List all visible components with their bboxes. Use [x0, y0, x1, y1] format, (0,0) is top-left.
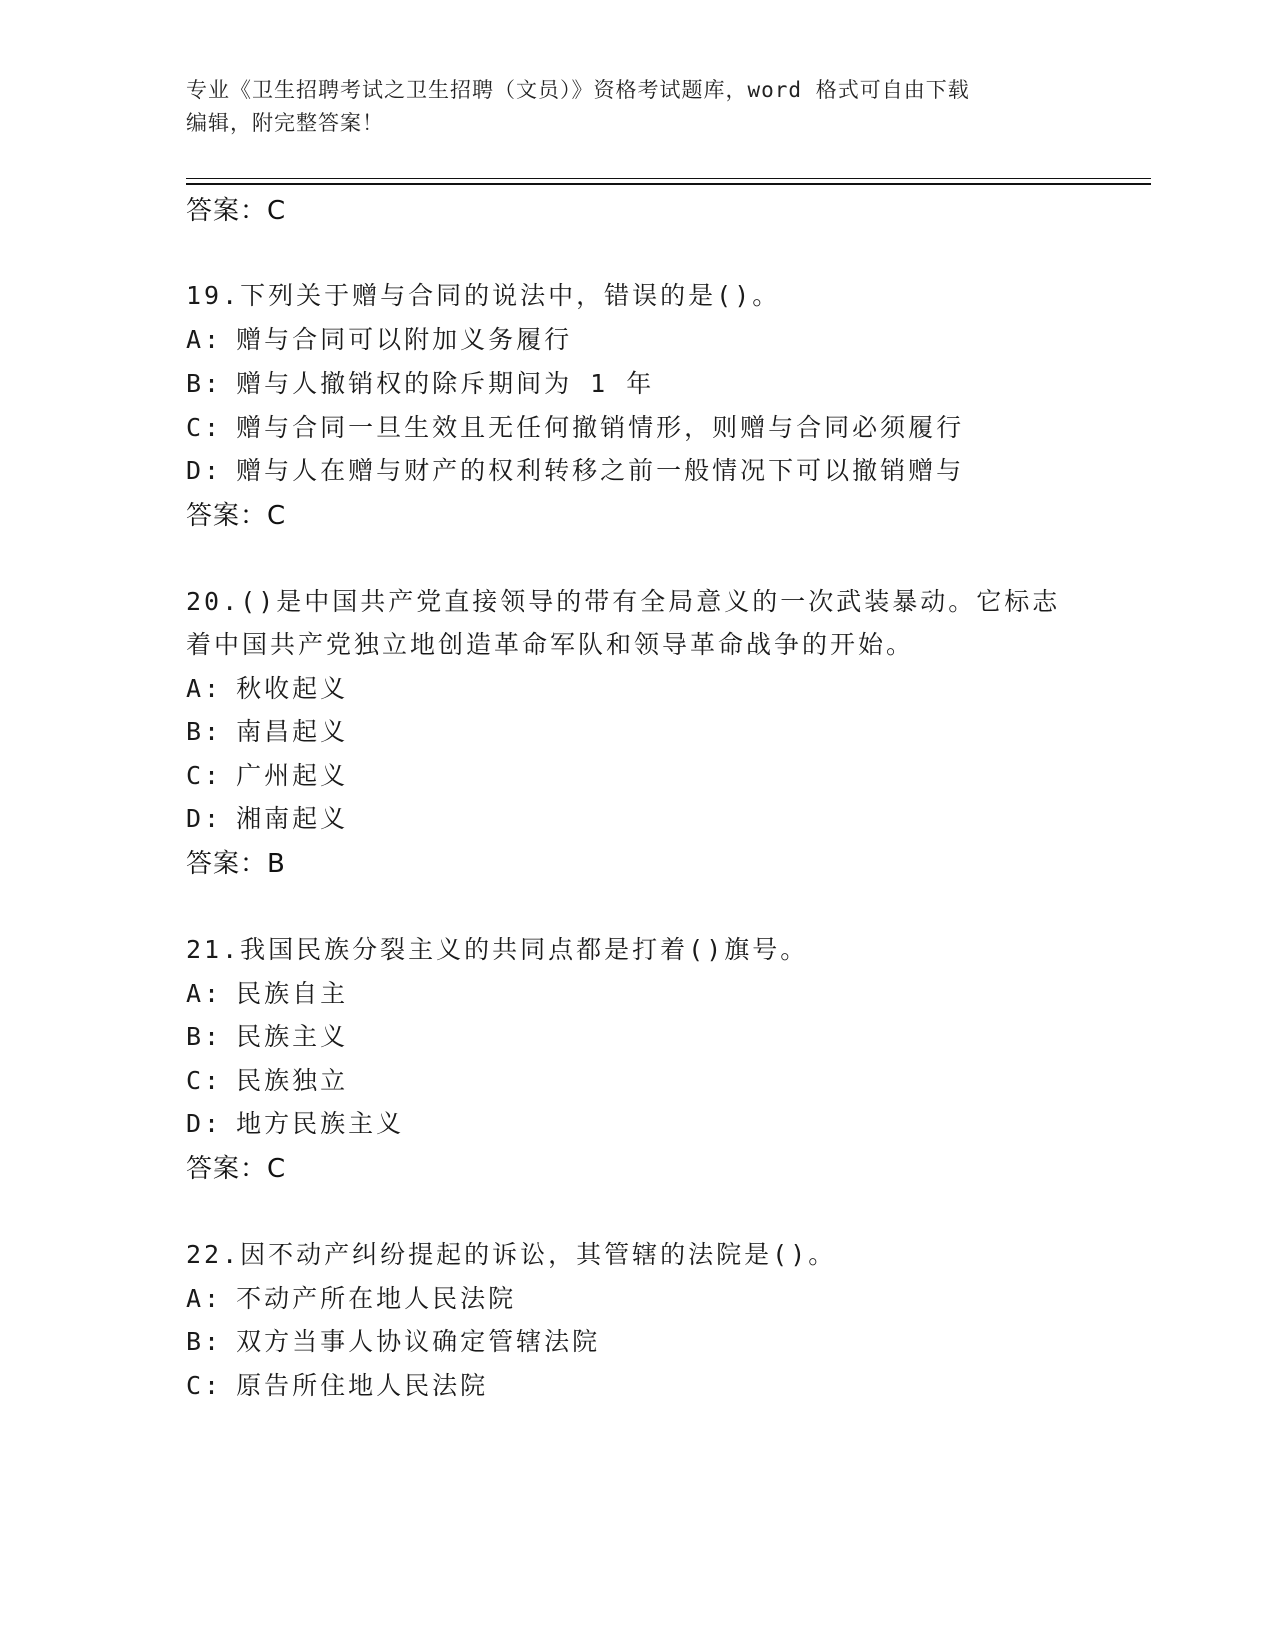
question-19-option-b	[186, 364, 654, 400]
question-21-option-c	[186, 1061, 348, 1097]
question-20-option-a	[186, 669, 348, 705]
question-22-option-a	[186, 1279, 516, 1315]
previous-answer: 答案：C	[186, 196, 287, 226]
question-21-option-d	[186, 1104, 404, 1140]
option-label: C:	[186, 761, 223, 790]
option-text: 广州起义	[236, 761, 349, 790]
option-label: D:	[186, 1109, 223, 1138]
option-label: C:	[186, 1066, 223, 1095]
option-label: B:	[186, 1327, 223, 1356]
option-text: 赠与人在赠与财产的权利转移之前一般情况下可以撤销赠与	[236, 456, 965, 485]
option-label: D:	[186, 456, 223, 485]
option-label: B:	[186, 717, 223, 746]
question-19-option-c	[186, 408, 964, 444]
question-19-option-d	[186, 451, 964, 487]
header-line-1: 专业《卫生招聘考试之卫生招聘（文员）》资格考试题库，word 格式可自由下载	[186, 78, 970, 102]
header-rule-thin	[186, 178, 1151, 179]
option-label: A:	[186, 1284, 223, 1313]
header-rule-thick	[186, 183, 1151, 185]
question-21-answer: 答案：C	[186, 1154, 287, 1184]
option-text: 地方民族主义	[236, 1109, 405, 1138]
question-22-stem: 22.因不动产纠纷提起的诉讼，其管辖的法院是()。	[186, 1240, 837, 1269]
question-22-option-c	[186, 1366, 488, 1402]
option-text: 湘南起义	[236, 804, 349, 833]
option-text: 赠与合同可以附加义务履行	[236, 325, 573, 354]
question-21-option-b	[186, 1017, 348, 1053]
question-19-stem: 19.下列关于赠与合同的说法中，错误的是()。	[186, 281, 781, 310]
question-20-option-b	[186, 712, 348, 748]
document-header	[186, 74, 1066, 140]
question-20-stem-line-2: 着中国共产党独立地创造革命军队和领导革命战争的开始。	[186, 630, 915, 659]
option-label: C:	[186, 413, 223, 442]
option-label: C:	[186, 1371, 223, 1400]
option-label: A:	[186, 674, 223, 703]
option-label: D:	[186, 804, 223, 833]
question-20-answer: 答案：B	[186, 849, 286, 879]
option-label: B:	[186, 1022, 223, 1051]
question-21-stem: 21.我国民族分裂主义的共同点都是打着()旗号。	[186, 935, 809, 964]
option-text: 秋收起义	[236, 674, 349, 703]
option-text: 民族主义	[236, 1022, 349, 1051]
question-20-option-c	[186, 756, 348, 792]
option-text: 赠与人撤销权的除斥期间为 1 年	[236, 369, 655, 398]
option-label: A:	[186, 979, 223, 1008]
option-text: 民族自主	[236, 979, 349, 1008]
option-text: 南昌起义	[236, 717, 349, 746]
option-label: A:	[186, 325, 223, 354]
question-22-option-b	[186, 1322, 600, 1358]
question-20-option-d	[186, 799, 348, 835]
question-21-option-a	[186, 974, 348, 1010]
option-text: 原告所住地人民法院	[236, 1371, 489, 1400]
question-19-option-a	[186, 320, 572, 356]
question-19-answer: 答案：C	[186, 501, 287, 531]
option-text: 不动产所在地人民法院	[236, 1284, 517, 1313]
option-text: 赠与合同一旦生效且无任何撤销情形，则赠与合同必须履行	[236, 413, 965, 442]
question-20-stem-line-1: 20.()是中国共产党直接领导的带有全局意义的一次武装暴动。它标志	[186, 587, 1061, 616]
option-label: B:	[186, 369, 223, 398]
option-text: 民族独立	[236, 1066, 349, 1095]
option-text: 双方当事人协议确定管辖法院	[236, 1327, 601, 1356]
header-line-2: 编辑，附完整答案！	[186, 111, 384, 135]
